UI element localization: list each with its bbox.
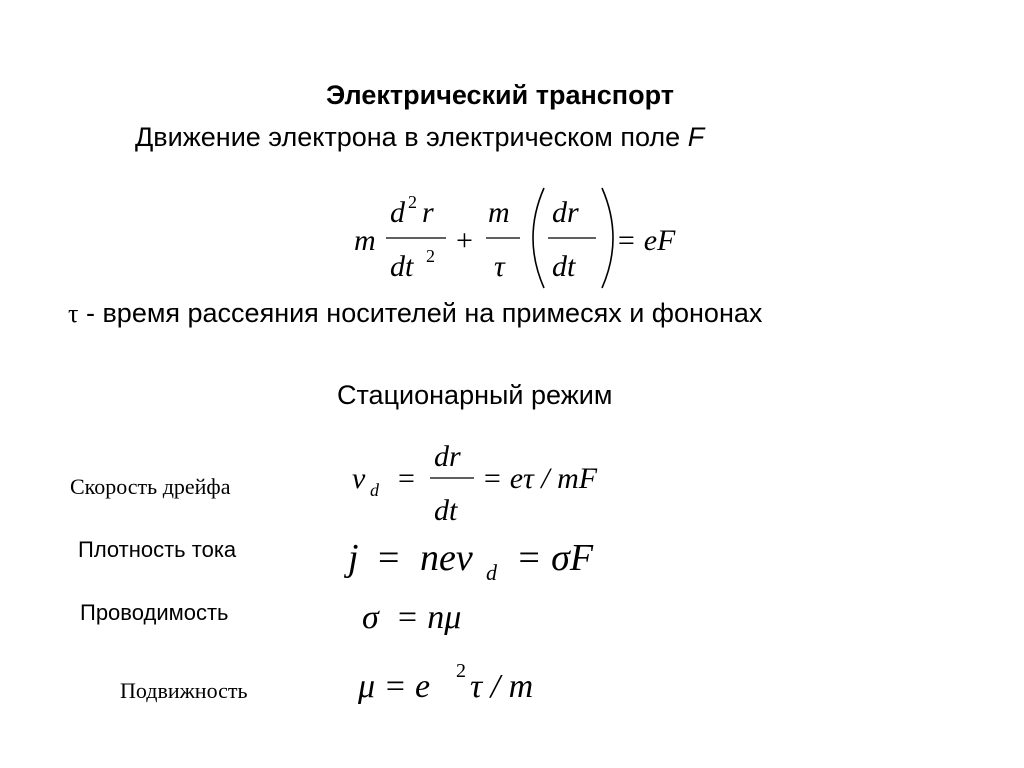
eq-frac1-den-exp: 2: [426, 246, 435, 266]
tau-description: - время рассеяния носителей на примесях и фононах: [85, 298, 763, 328]
drift-eq1: =: [398, 462, 415, 495]
eq-frac1-num-d: d: [390, 196, 405, 229]
eq-frac3-num: dr: [552, 196, 579, 229]
drift-frac-den: dt: [434, 494, 458, 527]
mobility-formula: [350, 655, 610, 715]
eq-frac1-num-exp: 2: [408, 192, 417, 212]
tau-symbol: τ: [68, 299, 79, 328]
current-rhs: = σF: [516, 537, 594, 579]
eq-rhs: = eF: [616, 224, 676, 257]
subtitle-text: Движение электрона в электрическом поле: [135, 122, 681, 152]
conductivity-expression: σ = nμ: [362, 599, 462, 636]
slide-title: Электрический транспорт: [326, 80, 674, 110]
drift-velocity-label: Скорость дрейфа: [70, 474, 231, 499]
current-density-formula: [340, 530, 660, 590]
conductivity-label: Проводимость: [80, 600, 229, 625]
stationary-heading: Стационарный режим: [337, 380, 613, 410]
current-eq1: =: [378, 537, 400, 579]
conductivity-formula: [350, 594, 550, 644]
equation-of-motion: [340, 180, 710, 290]
eq-mass: m: [354, 224, 376, 257]
eq-right-paren: [602, 188, 613, 288]
drift-v: v: [352, 462, 366, 495]
drift-rhs: = eτ / mF: [482, 462, 598, 495]
current-j: j: [348, 537, 359, 579]
eq-frac1-num-r: r: [422, 196, 434, 229]
drift-v-sub: d: [370, 480, 379, 500]
mobility-label: Подвижность: [120, 678, 248, 703]
tau-description-line: [68, 298, 762, 329]
slide-subtitle: [135, 122, 704, 153]
mobility-lhs: μ = e: [358, 668, 431, 705]
current-density-label: Плотность тока: [78, 537, 237, 562]
eq-left-paren: [533, 188, 544, 288]
eq-frac3-den: dt: [552, 250, 576, 283]
drift-velocity-formula: [340, 432, 660, 532]
drift-frac-num: dr: [434, 440, 461, 473]
mobility-rhs: τ / m: [470, 668, 534, 705]
current-sub: d: [486, 560, 497, 585]
subtitle-variable: F: [687, 122, 705, 152]
mobility-exp: 2: [456, 660, 466, 682]
eq-frac2-num: m: [488, 196, 510, 229]
eq-frac1-den: dt: [390, 250, 414, 283]
eq-plus: +: [456, 224, 473, 257]
current-nev: nev: [420, 537, 473, 579]
eq-frac2-den: τ: [494, 250, 505, 283]
